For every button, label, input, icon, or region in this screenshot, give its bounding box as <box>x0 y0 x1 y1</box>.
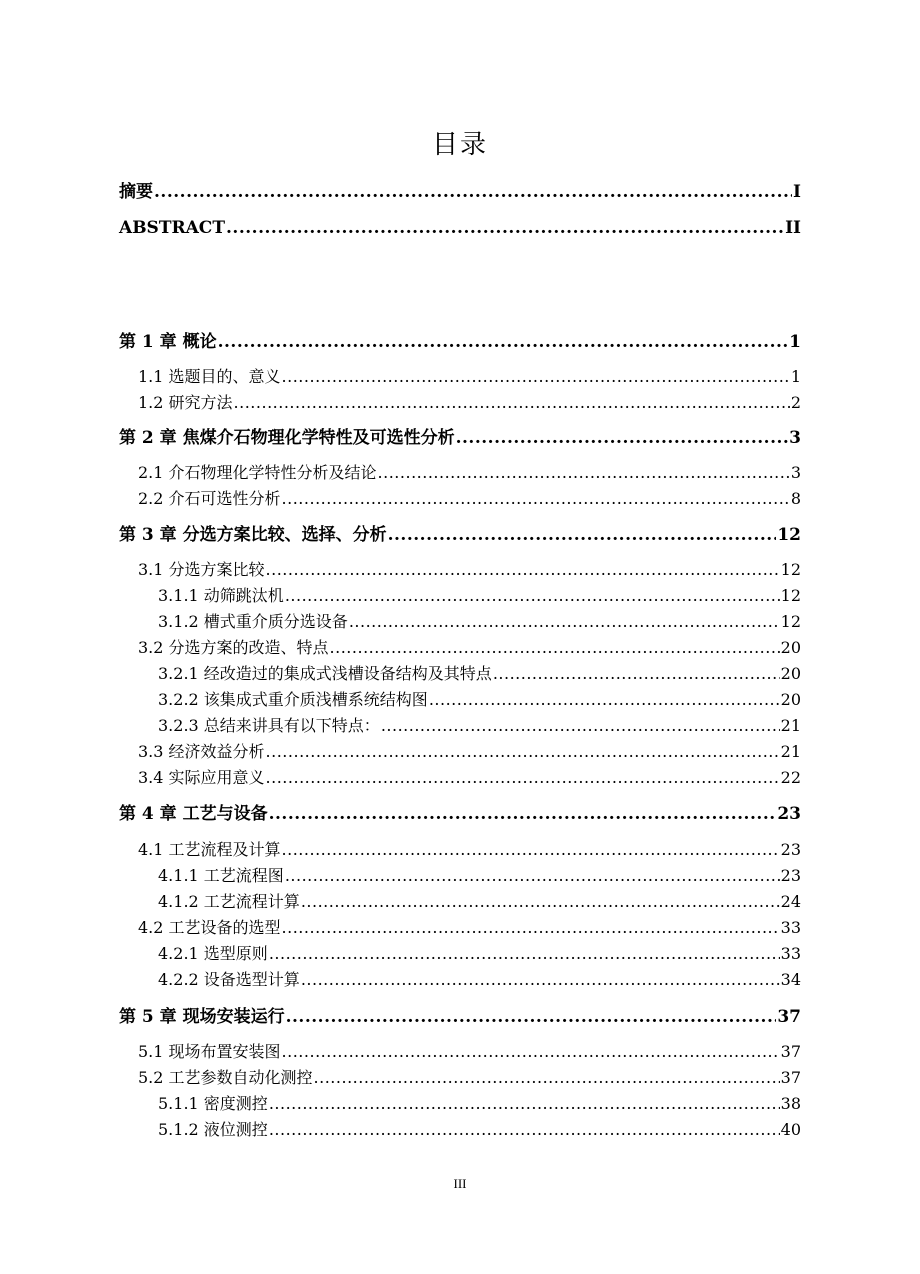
toc-entry-label: 第 1 章 概论 <box>119 332 217 352</box>
toc-entry[interactable] <box>158 612 801 632</box>
toc-entry-label: 5.1.2 液位测控 <box>158 1120 268 1139</box>
toc-entry[interactable] <box>138 489 801 509</box>
toc-entry-label: 3.1 分选方案比较 <box>138 560 265 579</box>
toc-entry[interactable] <box>138 367 801 387</box>
toc-entry-page: 20 <box>780 664 801 683</box>
toc-leader-dots <box>314 1068 780 1088</box>
toc-leader-dots <box>226 218 784 238</box>
toc-leader-dots <box>282 1042 780 1062</box>
toc-leader-dots <box>218 332 789 352</box>
toc-entry[interactable] <box>138 840 801 860</box>
toc-entry-label: 第 4 章 工艺与设备 <box>119 804 268 824</box>
toc-leader-dots <box>269 944 780 964</box>
toc-entry-label: 5.1.1 密度测控 <box>158 1094 268 1113</box>
toc-entry-label: ABSTRACT <box>119 218 225 238</box>
toc-entry-label: 第 5 章 现场安装运行 <box>119 1007 285 1027</box>
toc-entry-page: 12 <box>780 560 801 579</box>
toc-leader-dots <box>349 612 780 632</box>
toc-entry[interactable] <box>158 1094 801 1114</box>
toc-entry-page: 12 <box>780 586 801 605</box>
toc-entry-label: 3.2.3 总结来讲具有以下特点： <box>158 716 380 735</box>
toc-entry-page: 21 <box>780 716 801 735</box>
toc-entry[interactable] <box>138 638 801 658</box>
toc-entry-page: II <box>785 218 801 238</box>
toc-entry[interactable] <box>158 586 801 606</box>
toc-entry-label: 摘要 <box>119 182 153 202</box>
toc-entry[interactable] <box>119 182 801 202</box>
toc-entry-page: 40 <box>780 1120 801 1139</box>
toc-entry-label: 4.1.2 工艺流程计算 <box>158 892 300 911</box>
toc-entry[interactable] <box>119 332 801 352</box>
toc-entry-label: 4.2.2 设备选型计算 <box>158 970 300 989</box>
toc-leader-dots <box>266 768 780 788</box>
toc-entry-page: I <box>793 182 801 202</box>
toc-leader-dots <box>493 664 780 684</box>
toc-leader-dots <box>266 560 780 580</box>
toc-entry[interactable] <box>158 716 801 736</box>
toc-entry-page: 33 <box>780 944 801 963</box>
toc-leader-dots <box>330 638 780 658</box>
toc-entry[interactable] <box>138 1042 801 1062</box>
toc-entry-label: 3.2.2 该集成式重介质浅槽系统结构图 <box>158 690 428 709</box>
toc-entry-page: 20 <box>780 638 801 657</box>
toc-entry-page: 33 <box>780 918 801 937</box>
toc-entry[interactable] <box>138 768 801 788</box>
toc-leader-dots <box>286 1007 777 1027</box>
toc-entry-label: 1.1 选题目的、意义 <box>138 367 281 386</box>
toc-entry-page: 8 <box>790 489 801 508</box>
toc-leader-dots <box>269 1120 780 1140</box>
toc-entry[interactable] <box>119 218 801 238</box>
toc-entry-page: 37 <box>780 1068 801 1087</box>
toc-entry-label: 2.2 介石可选性分析 <box>138 489 281 508</box>
toc-entry-label: 4.1.1 工艺流程图 <box>158 866 284 885</box>
toc-leader-dots <box>301 970 780 990</box>
toc-entry-page: 12 <box>780 612 801 631</box>
toc-leader-dots <box>282 367 790 387</box>
toc-leader-dots <box>381 716 780 736</box>
toc-entry-label: 2.1 介石物理化学特性分析及结论 <box>138 463 377 482</box>
toc-leader-dots <box>282 918 780 938</box>
toc-entry-page: 2 <box>790 393 801 412</box>
toc-entry[interactable] <box>119 1007 801 1027</box>
toc-entry[interactable] <box>138 918 801 938</box>
toc-leader-dots <box>234 393 790 413</box>
toc-leader-dots <box>429 690 780 710</box>
toc-leader-dots <box>269 1094 780 1114</box>
toc-entry-label: 4.2.1 选型原则 <box>158 944 268 963</box>
toc-entry-label: 3.2.1 经改造过的集成式浅槽设备结构及其特点 <box>158 664 492 683</box>
toc-leader-dots <box>388 525 777 545</box>
toc-entry-label: 1.2 研究方法 <box>138 393 233 412</box>
toc-leader-dots <box>301 892 780 912</box>
toc-entry[interactable] <box>138 1068 801 1088</box>
toc-entry-label: 3.1.1 动筛跳汰机 <box>158 586 284 605</box>
page-number-footer: III <box>453 1176 467 1191</box>
toc-entry-page: 24 <box>780 892 801 911</box>
toc-leader-dots <box>282 840 780 860</box>
toc-leader-dots <box>285 586 780 606</box>
toc-entry-page: 1 <box>789 332 801 352</box>
toc-leader-dots <box>282 489 790 509</box>
toc-entry[interactable] <box>158 866 801 886</box>
toc-leader-dots <box>285 866 780 886</box>
toc-entry[interactable] <box>138 463 801 483</box>
toc-entry[interactable] <box>138 560 801 580</box>
toc-entry-label: 4.2 工艺设备的选型 <box>138 918 281 937</box>
toc-entry-label: 3.2 分选方案的改造、特点 <box>138 638 329 657</box>
toc-entry-page: 23 <box>780 840 801 859</box>
toc-entry-page: 23 <box>777 804 801 824</box>
toc-entry-label: 3.1.2 槽式重介质分选设备 <box>158 612 348 631</box>
toc-entry-label: 3.3 经济效益分析 <box>138 742 265 761</box>
toc-leader-dots <box>456 428 789 448</box>
toc-leader-dots <box>378 463 790 483</box>
toc-entry-label: 5.2 工艺参数自动化测控 <box>138 1068 313 1087</box>
toc-entry[interactable] <box>119 428 801 448</box>
toc-entry-page: 37 <box>777 1007 801 1027</box>
toc-entry[interactable] <box>158 1120 801 1140</box>
toc-leader-dots <box>154 182 792 202</box>
toc-leader-dots <box>266 742 780 762</box>
toc-entry-page: 38 <box>780 1094 801 1113</box>
toc-entry[interactable] <box>158 664 801 684</box>
toc-entry[interactable] <box>158 970 801 990</box>
toc-entry-label: 4.1 工艺流程及计算 <box>138 840 281 859</box>
toc-entry[interactable] <box>138 742 801 762</box>
toc-entry[interactable] <box>138 393 801 413</box>
toc-entry-label: 5.1 现场布置安装图 <box>138 1042 281 1061</box>
toc-entry-label: 3.4 实际应用意义 <box>138 768 265 787</box>
toc-entry-page: 22 <box>780 768 801 787</box>
toc-entry-label: 第 3 章 分选方案比较、选择、分析 <box>119 525 387 545</box>
toc-entry-page: 34 <box>780 970 801 989</box>
toc-entry[interactable] <box>158 892 801 912</box>
toc-entry[interactable] <box>158 944 801 964</box>
toc-entry[interactable] <box>119 804 801 824</box>
toc-entry-page: 3 <box>789 428 801 448</box>
page-title: 目录 <box>431 130 488 160</box>
toc-entry-page: 23 <box>780 866 801 885</box>
toc-entry[interactable] <box>158 690 801 710</box>
toc-entry[interactable] <box>119 525 801 545</box>
toc-entry-page: 12 <box>777 525 801 545</box>
toc-leader-dots <box>269 804 777 824</box>
toc-entry-page: 21 <box>780 742 801 761</box>
toc-entry-page: 20 <box>780 690 801 709</box>
toc-entry-page: 37 <box>780 1042 801 1061</box>
toc-entry-page: 3 <box>790 463 801 482</box>
toc-entry-label: 第 2 章 焦煤介石物理化学特性及可选性分析 <box>119 428 455 448</box>
toc-entry-page: 1 <box>790 367 801 386</box>
